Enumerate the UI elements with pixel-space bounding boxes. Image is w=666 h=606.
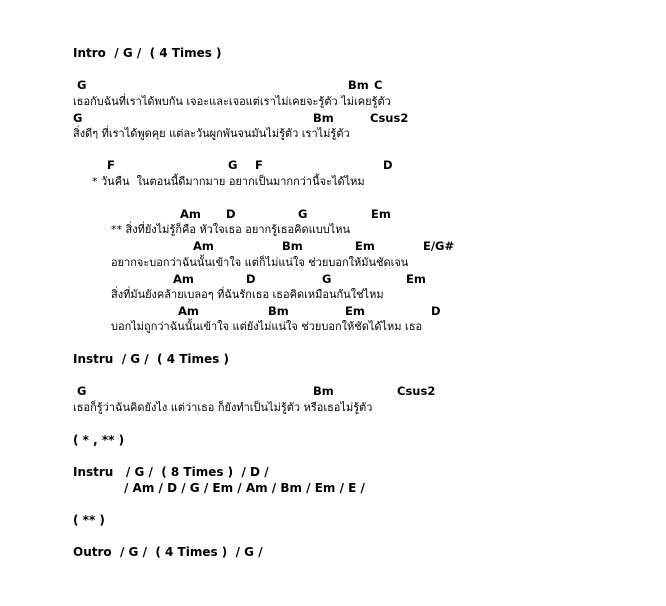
intro-line: Intro / G / ( 4 Times )	[73, 46, 222, 60]
lyric-line: บอกไม่ถูกว่าฉันนั้นเข้าใจ แต่ยังไม่แน่ใจ ช่วยบอกให้ชัดได้ไหม เธอ	[111, 320, 423, 333]
chord: Bm	[313, 111, 334, 125]
repeat-marker: ( * , ** )	[73, 433, 125, 447]
lyric-line: * วันคืน ในตอนนี้ดีมากมาย อยากเป็นมากกว่านี้จะได้ไหม	[92, 175, 365, 188]
lyric-line: อยากจะบอกว่าฉันนั้นเข้าใจ แต่ก็ไม่แน่ใจ ช่วยบอกให้มันชัดเจน	[111, 256, 409, 269]
chord: D	[246, 272, 256, 286]
chord: Am	[180, 207, 201, 221]
lyric-line: สิ่งดีๆ ที่เราได้พูดคุย แต่ละวันผูกพันจนมันไม่รู้ตัว เราไม่รู้ตัว	[73, 127, 350, 140]
outro-line: Outro / G / ( 4 Times ) / G /	[73, 545, 263, 559]
instrumental-line: Instru / G / ( 8 Times ) / D /	[73, 465, 269, 479]
chord: Am	[173, 272, 194, 286]
chord: G	[73, 111, 83, 125]
chord: D	[383, 158, 393, 172]
instrumental-chords: / Am / D / G / Em / Am / Bm / Em / E /	[124, 481, 365, 495]
lyric-line: สิ่งที่มันยังคล้ายเบลอๆ ที่ฉันรักเธอ เธอคิดเหมือนกันใช่ไหม	[111, 288, 384, 301]
chord: G	[322, 272, 332, 286]
chord: Am	[193, 239, 214, 253]
chord: Em	[406, 272, 426, 286]
lyric-line: เธอก็รู้ว่าฉันคิดยังไง แต่ว่าเธอ ก็ยังทำเป็นไม่รู้ตัว หรือเธอไม่รู้ตัว	[73, 401, 373, 414]
lyric-line: เธอกับฉันที่เราได้พบกัน เจอะและเจอแต่เราไม่เคยจะรู้ตัว ไม่เคยรู้ตัว	[73, 95, 391, 108]
chord: Bm	[282, 239, 303, 253]
chord: G	[298, 207, 308, 221]
chord: D	[431, 304, 441, 318]
chord: Bm	[268, 304, 289, 318]
chord: Am	[178, 304, 199, 318]
instrumental-line: Instru / G / ( 4 Times )	[73, 352, 229, 366]
chord: E/G#	[423, 239, 455, 253]
chord: D	[226, 207, 236, 221]
chord: Em	[355, 239, 375, 253]
chord: F	[107, 158, 115, 172]
chord: Csus2	[370, 111, 409, 125]
chord: C	[374, 78, 383, 92]
chord: Csus2	[397, 384, 436, 398]
chord: Em	[371, 207, 391, 221]
chord: Em	[345, 304, 365, 318]
chord: G	[228, 158, 238, 172]
chord: F	[255, 158, 263, 172]
repeat-marker: ( ** )	[73, 513, 105, 527]
chord: G	[77, 78, 87, 92]
chord: Bm	[313, 384, 334, 398]
chord: Bm	[348, 78, 369, 92]
chord: G	[77, 384, 87, 398]
lyric-line: ** สิ่งที่ยังไม่รู้ก็คือ หัวใจเธอ อยากรู้เธอคิดแบบไหน	[111, 223, 351, 236]
